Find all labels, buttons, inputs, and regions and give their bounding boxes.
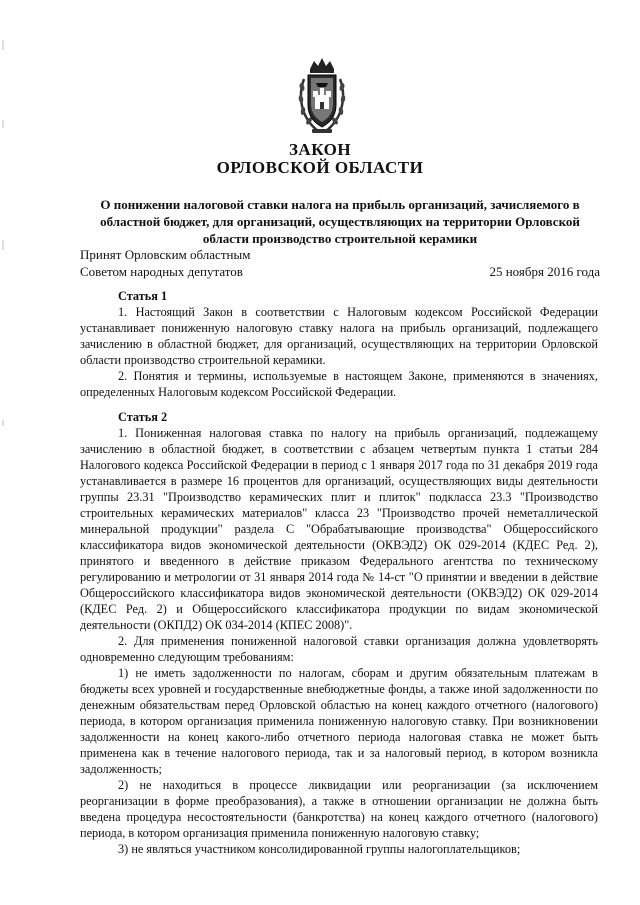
adoption-line: Принят Орловским областным	[80, 247, 251, 262]
article-heading: Статья 2	[118, 410, 168, 424]
paragraph: 1. Настоящий Закон в соответствии с Налоговым кодексом Российской Федерации устанавливает пониженную налоговую ставку налога на прибыль организаций, подлежащего зачислению в областной бюджет, для организаций, осуществляющих на территории Орловской области производство строительной керамики.	[80, 305, 598, 367]
paragraph: 2) не находиться в процессе ликвидации или реорганизации (за исключением реорганизации в форме преобразования), а также в отношении организации не должна быть введена процедура несостоятельности (банкротства) на конец каждого отчетного (налогового) периода, в котором организация применила пониженную налоговую ставку;	[80, 778, 598, 840]
subject-line: областной бюджет, для организаций, осуществляющих на территории Орловской	[100, 214, 580, 229]
law-region: ОРЛОВСКОЙ ОБЛАСТИ	[216, 158, 424, 177]
paragraph: 2. Понятия и термины, используемые в настоящем Законе, применяются в значениях, определенных Налоговым кодексом Российской Федерации.	[80, 369, 598, 399]
paragraph: 3) не являться участником консолидированной группы налогоплательщиков;	[118, 842, 521, 856]
law-body	[80, 288, 598, 857]
subject-line: области производство строительной керамики	[202, 231, 478, 246]
adoption-line: Советом народных депутатов	[80, 264, 243, 279]
law-title: ЗАКОН	[288, 140, 352, 159]
coat-of-arms-icon	[296, 55, 348, 137]
adoption-note	[80, 246, 250, 280]
subject-line: О понижении налоговой ставки налога на прибыль организаций, зачисляемого в	[100, 197, 580, 212]
paragraph: 2. Для применения пониженной налоговой ставки организация должна удовлетворять одновременно следующим требованиям:	[80, 634, 598, 664]
paragraph: 1. Пониженная налоговая ставка по налогу на прибыль организаций, подлежащему зачислению в областной бюджет, в соответствии с абзацем четвертым пункта 1 статьи 284 Налогового кодекса Российской Федерации в период с 1 января 2017 года по 31 декабря 2019 года устанавливается в размере 16 процентов для организаций, осуществляющих виды деятельности группы 23.31 "Производство керамических плит и плиток" подкласса 23.3 "Производство строительных керамических материалов" класса 23 "Производство прочей неметаллической минеральной продукции" раздела С "Обрабатывающие производства" Общероссийского классификатора видов экономической деятельности (ОКВЭД2) ОК 029-2014 (КДЕС Ред. 2), принятого и введенного в действие приказом Федерального агентства по техническому регулированию и метрологии от 31 января 2014 года № 14-ст "О принятии и введении в действие Общероссийского классификатора видов экономической деятельности (ОКВЭД2) ОК 029-2014 (КДЕС Ред. 2) и Общероссийского классификатора продукции по видам экономической деятельности (ОКПД2) ОК 034-2014 (КПЕС 2008)".	[80, 426, 598, 632]
scan-edge-marks	[0, 0, 6, 905]
adoption-date: 25 ноября 2016 года	[489, 264, 600, 279]
paragraph: 1) не иметь задолженности по налогам, сборам и другим обязательным платежам в бюджеты всех уровней и государственные внебюджетные фонды, а также иной задолженности по денежным обязательствам перед Орловской областью на конец каждого отчетного (налогового) периода, в котором организация применила пониженную налоговую ставку. При возникновении задолженности на конец какого-либо отчетного периода налоговая ставка не может быть применена как в течение налогового периода, так и за налоговый период, в котором возникла задолженность;	[80, 666, 598, 776]
article-heading: Статья 1	[118, 289, 168, 303]
law-subject	[90, 196, 590, 247]
